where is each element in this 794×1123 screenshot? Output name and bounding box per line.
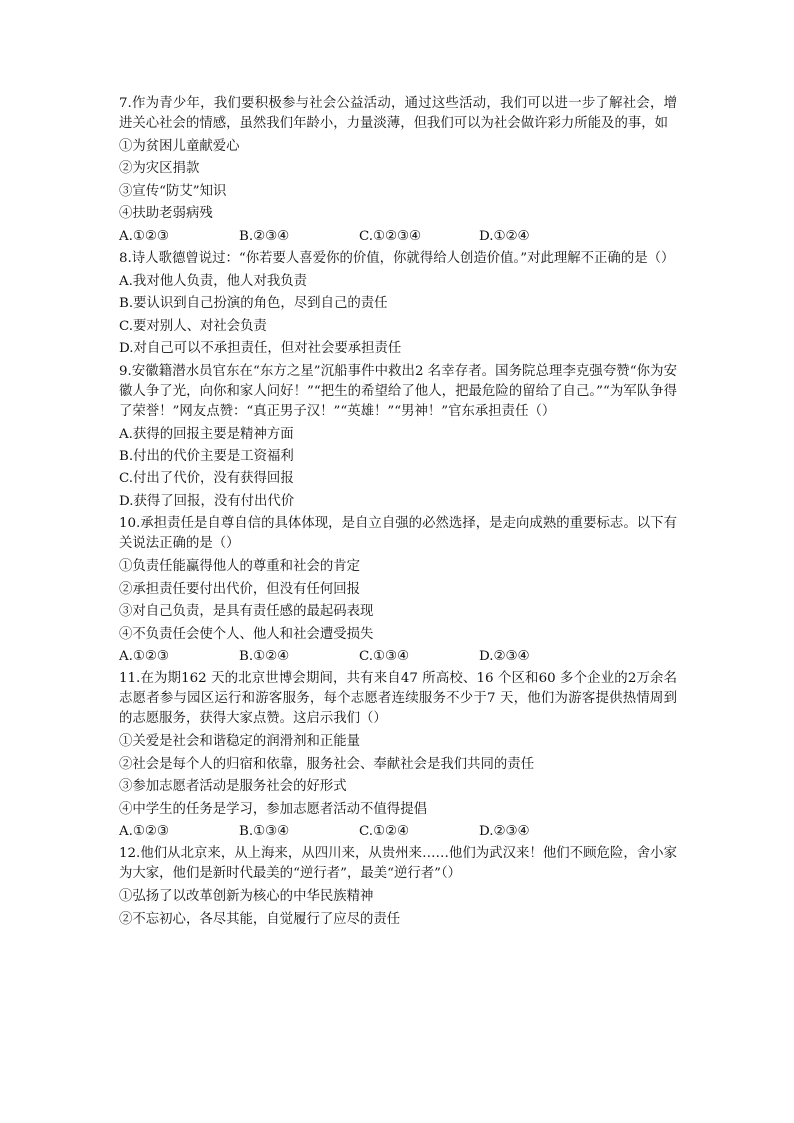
answer-choice: C.①②③④ [359, 228, 422, 244]
option-item: ①负责任能赢得他人的尊重和社会的肯定 [119, 559, 361, 575]
question-stem: 11.在为期162 天的北京世博会期间，共有来自47 所高校、16 个区和60 多个企业的2万余名志愿者参与园区运行和游客服务，每个志愿者连续服务不少于7 天，他们为游客提供热情周到的志愿服务，获得大家点赞。这启示我们（） [119, 671, 677, 727]
answer-choice: A.①②③ [119, 823, 169, 839]
question-stem: 7.作为青少年，我们要积极参与社会公益活动，通过这些活动，我们可以进一步了解社会，增进关心社会的情感，虽然我们年龄小，力量淡薄，但我们可以为社会做许彩力所能及的事，如 [119, 96, 677, 131]
option-item: ②社会是每个人的归宿和依靠，服务社会、奉献社会是我们共同的责任 [119, 756, 535, 772]
answer-choice: D.①②④ [479, 228, 530, 244]
answer-choices [119, 821, 677, 843]
question-8 [119, 248, 677, 361]
answer-choices [119, 226, 677, 248]
option-item: C.要对别人、对社会负责 [119, 318, 267, 334]
option-item: B.付出的代价主要是工资福利 [119, 449, 294, 465]
question-10 [119, 513, 677, 668]
answer-choice: B.①③④ [239, 823, 290, 839]
answer-choice: B.②③④ [239, 228, 290, 244]
option-item: ②不忘初心，各尽其能，自觉履行了应尽的责任 [119, 911, 401, 927]
option-item: B.要认识到自己扮演的角色，尽到自己的责任 [119, 296, 388, 312]
option-item: C.付出了代价，没有获得回报 [119, 471, 294, 487]
question-stem: 12.他们从北京来，从上海来，从四川来，从贵州来……他们为武汉来！他们不顾危险，舍小家为大家，他们是新时代最美的“逆行者”，最美“逆行者”（） [119, 846, 677, 882]
option-item: ①弘扬了以改革创新为核心的中华民族精神 [119, 889, 374, 905]
answer-choice: A.①②③ [119, 648, 169, 664]
option-item: D.获得了回报，没有付出代价 [119, 493, 295, 509]
option-item: ②为灾区捐款 [119, 161, 200, 177]
question-9 [119, 361, 677, 514]
question-stem: 9.安徽籍潜水员官东在“东方之星”沉船事件中救出2 名幸存者。国务院总理李克强夸赞“你为安徽人争了光，向你和家人问好！”“把生的希望给了他人，把最危险的留给了自己。”“为军队争得了荣誉！”网友点赞：“真正男子汉！”“英雄！”“男神！”官东承担责任（） [119, 363, 677, 419]
option-item: ③对自己负责，是具有责任感的最起码表现 [119, 604, 374, 620]
question-sheet [119, 93, 677, 931]
option-item: ①为贫困儿童献爱心 [119, 139, 240, 154]
answer-choices [119, 646, 677, 668]
option-item: ③宣传“防艾”知识 [119, 183, 227, 199]
answer-choice: D.②③④ [479, 648, 530, 664]
question-12 [119, 843, 677, 931]
question-7 [119, 93, 677, 248]
option-item: ④不负责任会使个人、他人和社会遭受损失 [119, 626, 374, 642]
question-stem: 10.承担责任是自尊自信的具体体现，是自立自强的必然选择，是走向成熟的重要标志。以下有关说法正确的是（） [119, 516, 677, 552]
answer-choice: A.①②③ [119, 228, 169, 244]
option-item: A.我对他人负责，他人对我负责 [119, 274, 308, 290]
option-item: ③参加志愿者活动是服务社会的好形式 [119, 779, 347, 795]
question-stem: 8.诗人歌德曾说过：“你若要人喜爱你的价值，你就得给人创造价值。”对此理解不正确的是（） [119, 251, 675, 267]
option-item: ①关爱是社会和谐稳定的润滑剂和正能量 [119, 734, 361, 750]
answer-choice: C.①③④ [359, 648, 410, 664]
question-11 [119, 668, 677, 843]
answer-choice: B.①②④ [239, 648, 290, 664]
option-item: ④中学生的任务是学习，参加志愿者活动不值得提倡 [119, 801, 427, 817]
option-item: ④扶助老弱病残 [119, 206, 213, 222]
answer-choice: D.②③④ [479, 823, 530, 839]
option-item: A.获得的回报主要是精神方面 [119, 426, 294, 442]
option-item: ②承担责任要付出代价，但没有任何回报 [119, 581, 361, 597]
answer-choice: C.①②④ [359, 823, 410, 839]
option-item: D.对自己可以不承担责任，但对社会要承担责任 [119, 341, 402, 357]
